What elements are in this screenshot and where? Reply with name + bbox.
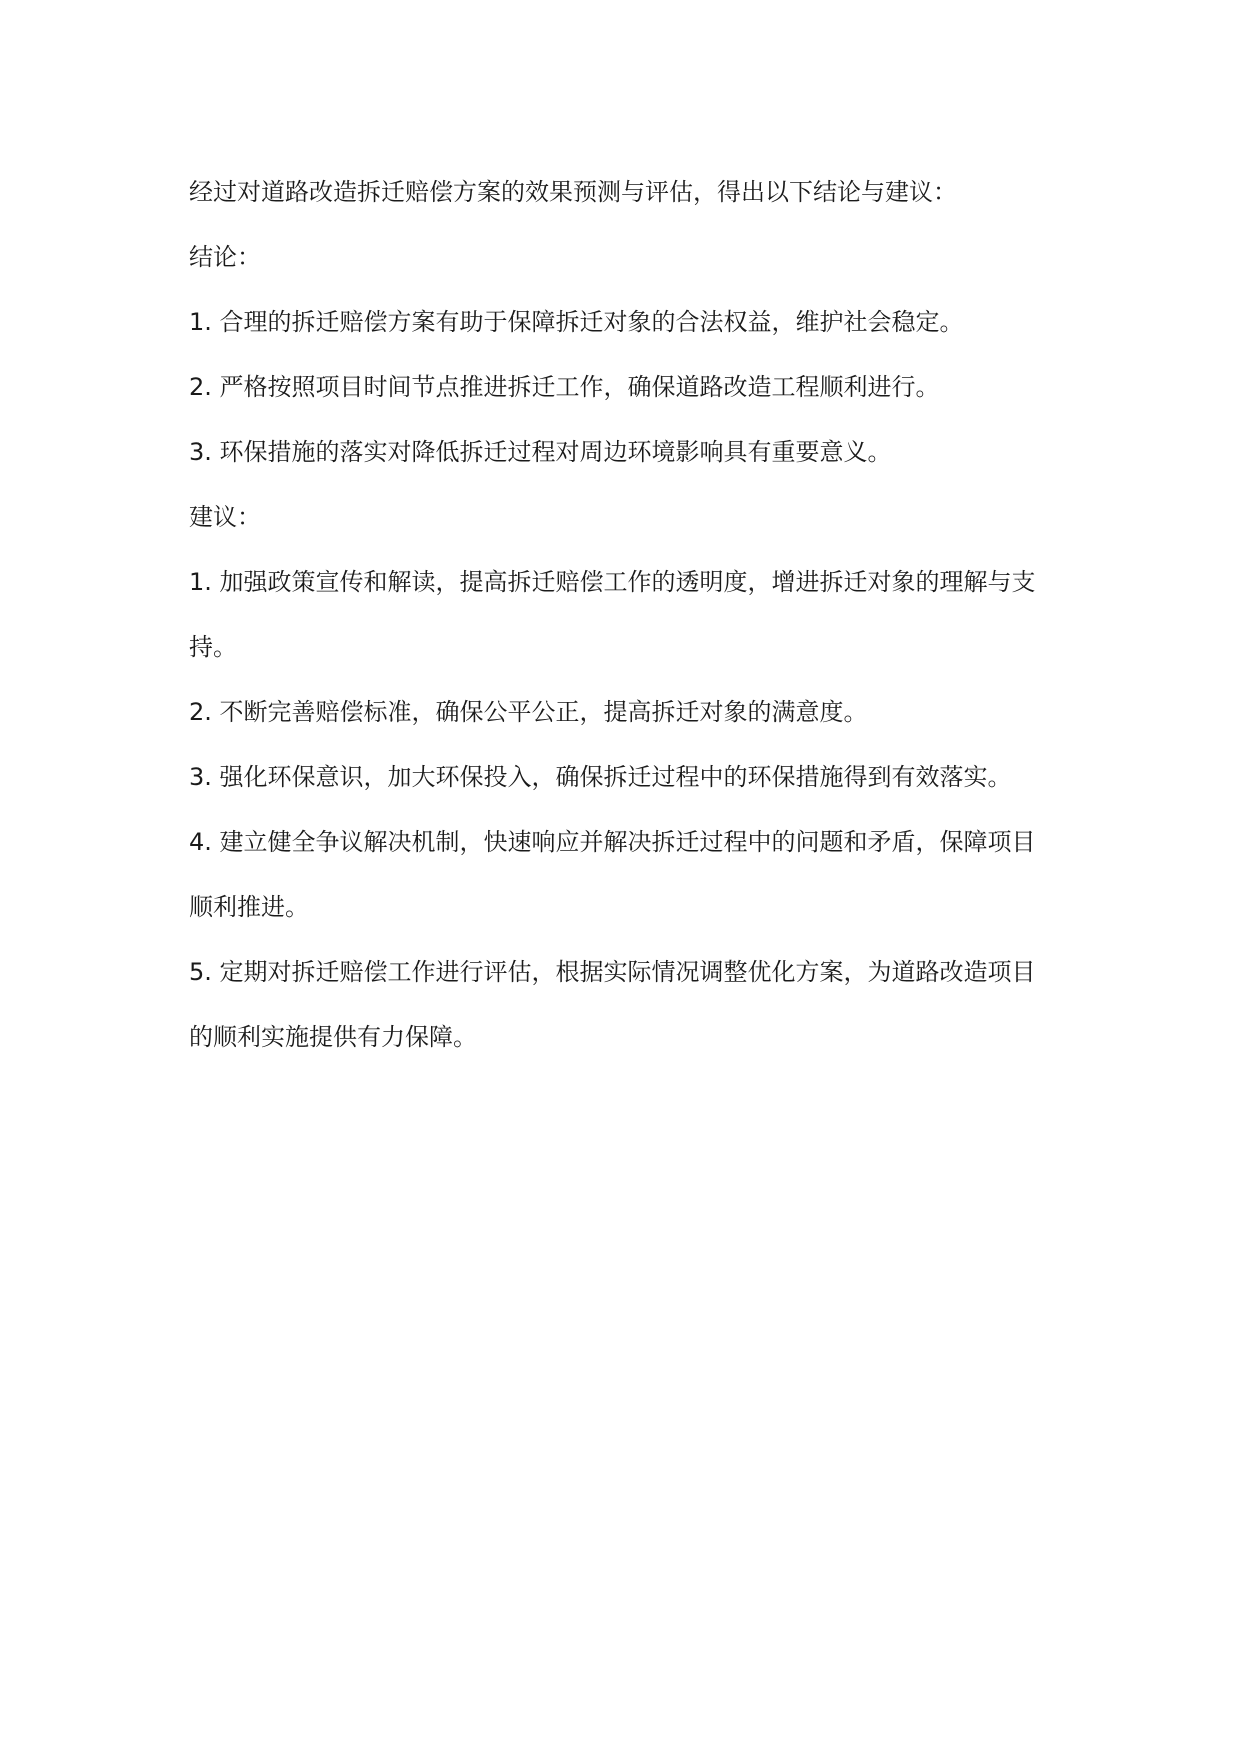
intro-paragraph: 经过对道路改造拆迁赔偿方案的效果预测与评估，得出以下结论与建议： xyxy=(189,178,957,206)
suggestion-item-2: 2. 不断完善赔偿标准，确保公平公正，提高拆迁对象的满意度。 xyxy=(189,698,868,726)
document-body xyxy=(189,160,1059,1070)
suggestion-item-3: 3. 强化环保意识，加大环保投入，确保拆迁过程中的环保措施得到有效落实。 xyxy=(189,763,1012,791)
conclusion-item-2: 2. 严格按照项目时间节点推进拆迁工作，确保道路改造工程顺利进行。 xyxy=(189,373,940,401)
suggestion-item-1: 1. 加强政策宣传和解读，提高拆迁赔偿工作的透明度，增进拆迁对象的理解与支持。 xyxy=(189,568,1036,661)
suggestion-item-4: 4. 建立健全争议解决机制，快速响应并解决拆迁过程中的问题和矛盾，保障项目顺利推进。 xyxy=(189,828,1036,921)
conclusion-item-1: 1. 合理的拆迁赔偿方案有助于保障拆迁对象的合法权益，维护社会稳定。 xyxy=(189,308,964,336)
conclusions-heading: 结论： xyxy=(189,243,261,271)
conclusion-item-3: 3. 环保措施的落实对降低拆迁过程对周边环境影响具有重要意义。 xyxy=(189,438,892,466)
suggestion-item-5: 5. 定期对拆迁赔偿工作进行评估，根据实际情况调整优化方案，为道路改造项目的顺利实施提供有力保障。 xyxy=(189,958,1036,1051)
suggestions-heading: 建议： xyxy=(189,503,261,531)
